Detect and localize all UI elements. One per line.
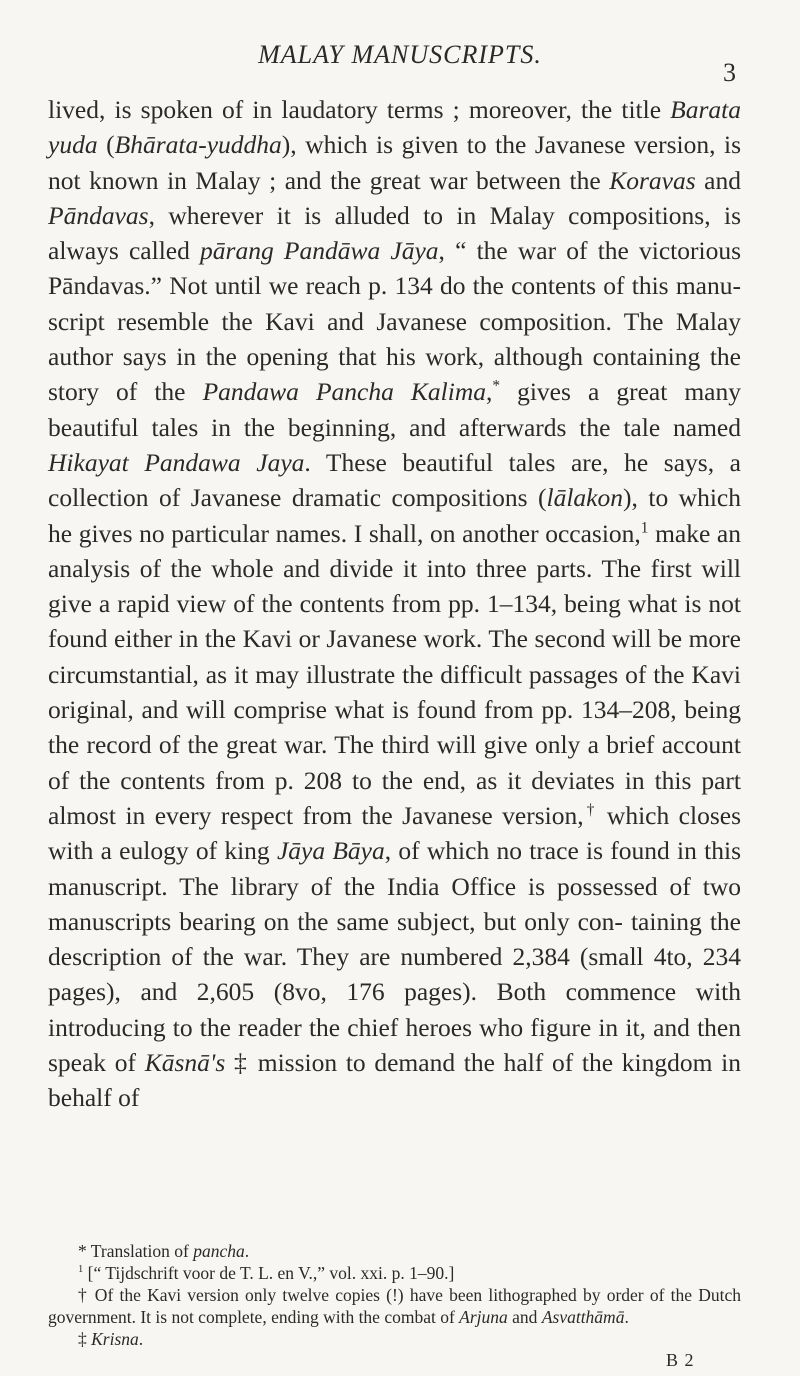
running-head: MALAY MANUSCRIPTS. (258, 40, 542, 69)
footnote-ref-double-dagger: ‡ (225, 1048, 250, 1078)
page-number: 3 (723, 58, 736, 87)
body-text (48, 92, 741, 1116)
footnote-ref-1: 1 (640, 519, 649, 537)
footnote-asterisk: * Translation of pancha. (78, 1241, 250, 1261)
signature-mark: B 2 (666, 1350, 695, 1370)
footnote-ref-dagger: † (583, 801, 598, 819)
footnote-dagger: † Of the Kavi version only twelve copies (!) have been lithographed by order of the Dutch government. It is not complete, ending with the combat of Arjuna and Asvatthāmā. (48, 1285, 741, 1327)
footnotes (48, 1240, 741, 1350)
footnote-double-dagger: ‡ Krisna. (78, 1329, 144, 1349)
footnote-1: $^1$ [“ Tijdschrift voor de T. L. en V.,” vol. xxi. p. 1–90.] (78, 1263, 455, 1283)
body-paragraph: lived, is spoken of in laudatory terms ; moreover, the title Barata yuda (Bhārata-yuddha), which is given to the Javanese version, is not known in Malay ; and the great war between the Koravas and Pāndavas, wherever it is alluded to in Malay compositions, is always called pārang Pandāwa Jāya, “ the war of the victorious Pāndavas.” Not until we reach p. 134 do the contents of this manu- script resemble the Kavi and Javanese composition. The Malay author says in the opening that his work, although containing the story of the Pandawa Pancha Kalima,* gives a great many beautiful tales in the beginning, and afterwards the tale named Hikayat Pandawa Jaya. These beautiful tales are, he says, a collection of Javanese dramatic compositions (lālakon), to which he gives no particular names. I shall, on another occasion,$^1$ make an analysis of the whole and divide it into three parts. The first will give a rapid view of the contents from pp. 1–134, being what is not found either in the Kavi or Javanese work. The second will be more circumstantial, as it may illustrate the difficult passages of the Kavi original, and will comprise what is found from pp. 134–208, being the record of the great war. The third will give only a brief account of the contents from p. 208 to the end, as it deviates in this part almost in every respect from the Javanese version,† which closes with a eulogy of king Jāya Bāya, of which no trace is found in this manuscript. The library of the India Office is possessed of two manuscripts bearing on the same subject, but only con- taining the description of the war. They are numbered 2,384 (small 4to, 234 pages), and 2,605 (8vo, 176 pages). Both commence with introducing to the reader the chief heroes who figure in it, and then speak of Kāsnā's ‡ mission to demand the half of the kingdom in behalf of (48, 95, 742, 1113)
footnote-ref-asterisk: * (492, 377, 501, 395)
